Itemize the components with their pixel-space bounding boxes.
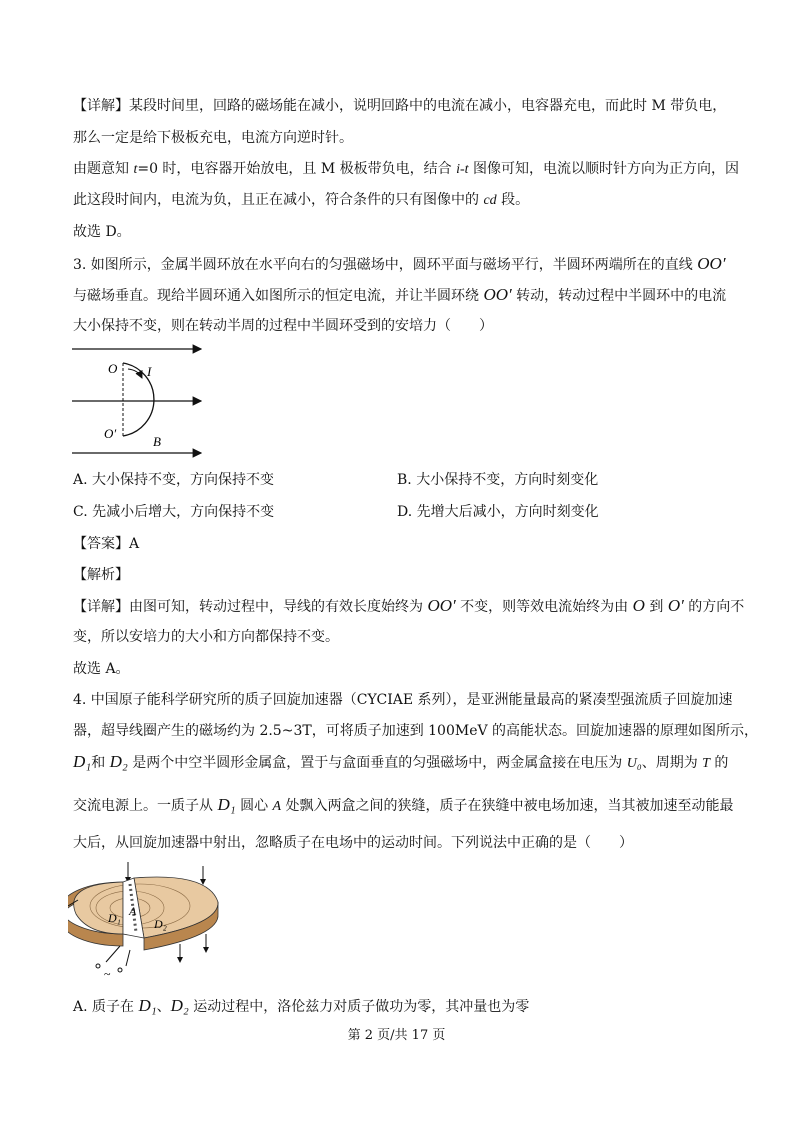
q4-cyclotron-figure xyxy=(68,862,238,980)
q4-stem-line-4: 交流电源上。一质子从 D₁ 圆心 A 处飘入两盒之间的狭缝，质子在狭缝中被电场加速，当其被加速至动能最 xyxy=(73,795,734,814)
label-A: A xyxy=(129,904,137,918)
q2-conclusion: 故选 D。 xyxy=(73,224,131,240)
q3-conclusion: 故选 A。 xyxy=(73,661,130,677)
q3-analysis-label: 【解析】 xyxy=(73,567,129,583)
q3-option-c[interactable]: C. 先减小后增大，方向保持不变 xyxy=(73,504,275,520)
label-O: O xyxy=(108,361,118,376)
q4-option-a[interactable]: A. 质子在 D₁、D₂ 运动过程中，洛伦兹力对质子做功为零，其冲量也为零 xyxy=(73,996,530,1015)
label-ac-source: ~ xyxy=(104,967,111,980)
label-D1: D₁ xyxy=(108,911,121,925)
q3-detail-line-2: 变，所以安培力的大小和方向都保持不变。 xyxy=(73,629,339,645)
q3-semicircle-field-figure xyxy=(68,340,208,460)
label-B: B xyxy=(153,434,161,449)
q4-stem-line-2: 器，超导线圈产生的磁场约为 2.5~3T，可将质子加速到 100MeV 的高能状态。回旋加速器的原理如图所示， xyxy=(73,723,759,739)
q2-detail-line-2: 那么一定是给下极板充电，电流方向逆时针。 xyxy=(73,130,353,146)
q3-detail-line-1: 【详解】由图可知，转动过程中，导线的有效长度始终为 OO′ 不变，则等效电流始终为由 O 到 O′ 的方向不 xyxy=(73,596,745,615)
page-footer: 第 2 页/共 17 页 xyxy=(347,1028,446,1043)
axis-symbol: OO′ xyxy=(483,285,512,304)
q3-option-b[interactable]: B. 大小保持不变，方向时刻变化 xyxy=(397,472,599,488)
q3-option-d[interactable]: D. 先增大后减小，方向时刻变化 xyxy=(397,504,599,520)
q3-stem-line-3: 大小保持不变，则在转动半周的过程中半圆环受到的安培力（ ） xyxy=(73,318,493,334)
axis-symbol: OO′ xyxy=(697,254,726,273)
q2-detail-line-1: 【详解】某段时间里，回路的磁场能在减小，说明回路中的电流在减小，电容器充电，而此时 M 带负电， xyxy=(73,98,727,114)
label-O-prime: O′ xyxy=(104,426,117,441)
q4-stem-line-5: 大后，从回旋加速器中射出，忽略质子在电场中的运动时间。下列说法中正确的是（ ） xyxy=(73,835,633,851)
q2-detail-line-4: 此这段时间内，电流为负，且正在减小，符合条件的只有图像中的 cd 段。 xyxy=(73,192,530,208)
q3-stem-line-1: 3. 如图所示，金属半圆环放在水平向右的匀强磁场中，圆环平面与磁场平行，半圆环两端所在的直线 OO′ xyxy=(73,254,726,273)
label-D2: D₂ xyxy=(154,917,167,931)
q3-answer: 【答案】A xyxy=(73,536,140,552)
q2-detail-line-3: 由题意知 t=0 时，电容器开始放电，且 M 极板带负电，结合 i-t 图像可知，电流以顺时针方向为正方向，因 xyxy=(73,161,740,177)
q4-stem-line-1: 4. 中国原子能科学研究所的质子回旋加速器（CYCIAE 系列），是亚洲能量最高的紧凑型强流质子回旋加速 xyxy=(73,692,733,708)
q3-option-a[interactable]: A. 大小保持不变，方向保持不变 xyxy=(73,472,275,488)
q4-stem-line-3: D₁和 D₂ 是两个中空半圆形金属盒，置于与盒面垂直的匀强磁场中，两金属盒接在电压为 U₀、周期为 T 的 xyxy=(73,752,729,771)
q3-stem-line-2: 与磁场垂直。现给半圆环通入如图所示的恒定电流，并让半圆环绕 OO′ 转动，转动过程中半圆环中的电流 xyxy=(73,285,727,304)
label-I: I xyxy=(147,364,152,379)
